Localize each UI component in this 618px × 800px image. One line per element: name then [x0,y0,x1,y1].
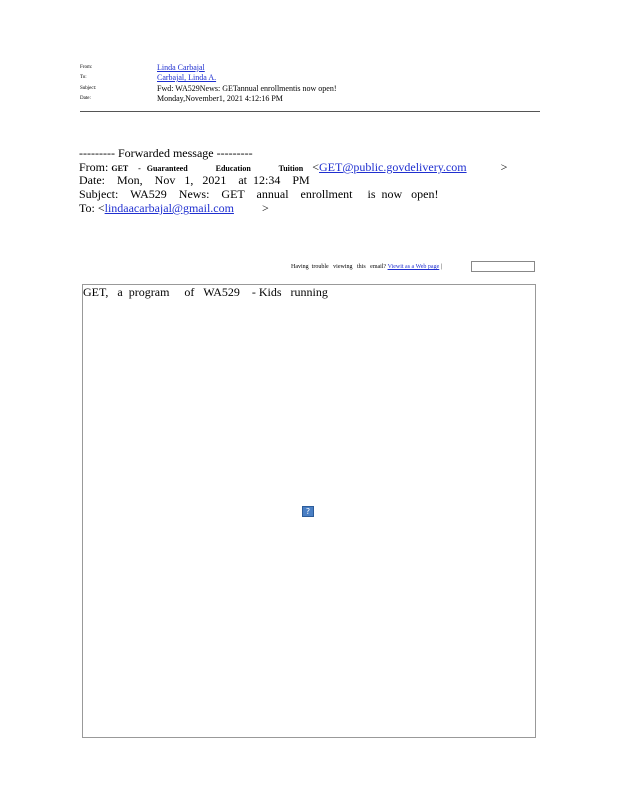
forwarded-from-email[interactable]: GET@public.govdelivery.com [319,160,467,174]
forwarded-to-line: To: <lindaacarbajal@gmail.com > [79,201,269,215]
header-from-label: From: [80,65,93,70]
header-from-value[interactable]: Linda Carbajal [157,63,205,72]
trouble-viewing-text: Having trouble viewing this email? [291,264,387,270]
forwarded-to-label: To: [79,201,95,215]
image-alt-text: GET, a program of WA529 - Kids running [83,285,328,299]
trouble-viewing-line [291,264,442,270]
header-date-value: Monday,November1, 2021 4:12:16 PM [157,94,283,103]
forwarded-from-name: GET - Guaranteed Education Tuition [111,164,304,173]
forwarded-subject-line: Subject: WA529 News: GET annual enrollment is now open! [79,187,439,201]
header-to-value[interactable]: Carbajal, Linda A. [157,73,217,82]
trouble-image-placeholder [471,261,535,272]
view-as-web-page-link[interactable]: Viewit as a Web page [387,264,440,270]
header-divider [80,111,540,112]
forwarded-from-label: From: [79,160,109,174]
header-subject-label: Subject: [80,86,97,91]
header-date-label: Date: [80,96,91,101]
forwarded-date-line: Date: Mon, Nov 1, 2021 at 12:34 PM [79,173,310,187]
email-image-frame [82,284,536,738]
header-subject-value: Fwd: WA529News: GETannual enrollmentis now open! [157,84,337,93]
forwarded-from-line: From: GET - Guaranteed Education Tuition <GET@public.govdelivery.com > [79,160,508,174]
broken-image-icon: ? [302,506,314,517]
forwarded-separator: --------- Forwarded message --------- [79,146,253,160]
trouble-separator: | [440,264,442,270]
forwarded-to-email[interactable]: lindaacarbajal@gmail.com [104,201,234,215]
header-to-label: To: [80,75,87,80]
